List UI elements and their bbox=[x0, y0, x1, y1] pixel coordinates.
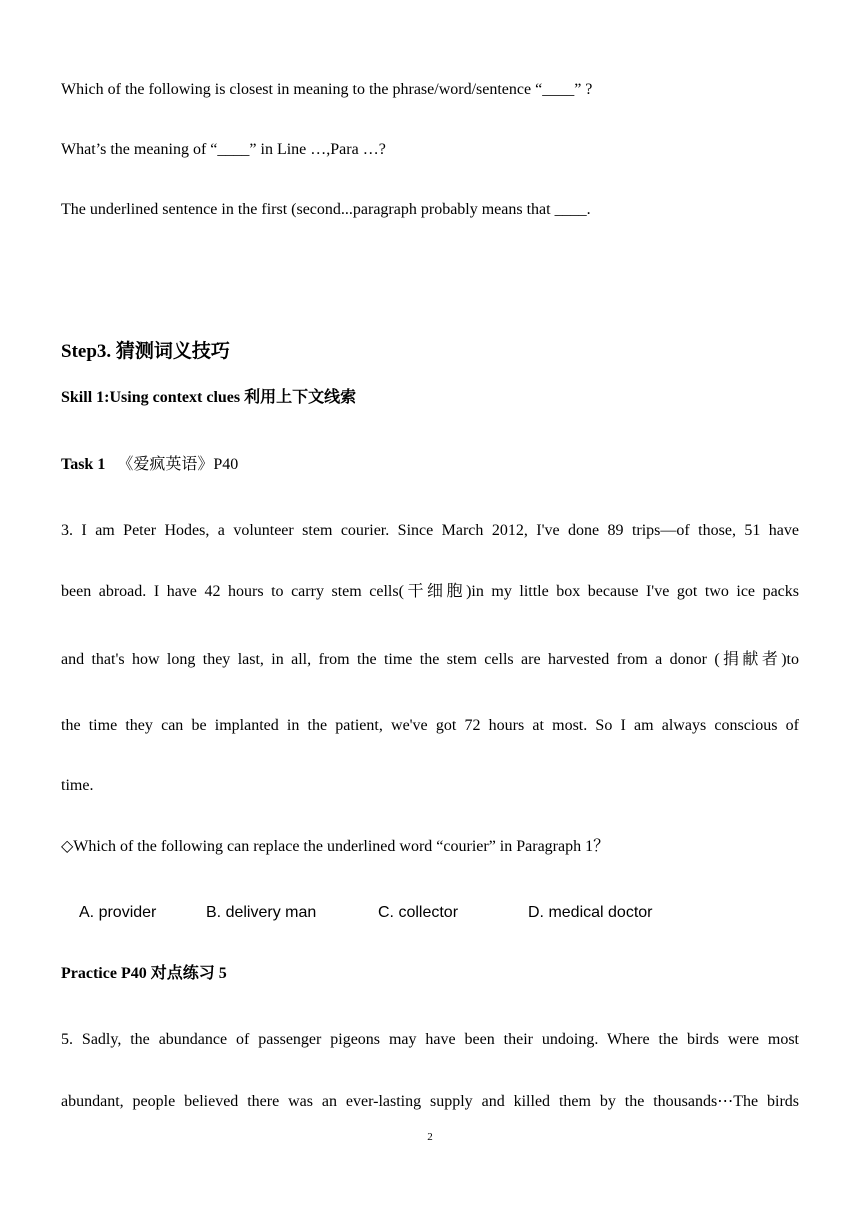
passage3-line-4: the time they can be implanted in the patient, we've got 72 hours at most. So I am always conscious of bbox=[61, 717, 799, 734]
option-c: C. collector bbox=[378, 904, 459, 921]
question-stem-2: What’s the meaning of “____” in Line …,Para …? bbox=[61, 141, 386, 158]
option-b: B. delivery man bbox=[206, 904, 317, 921]
task1-line bbox=[61, 455, 238, 475]
question-stem-1: Which of the following is closest in meaning to the phrase/word/sentence “____” ? bbox=[61, 81, 593, 98]
passage3-line-5: time. bbox=[61, 777, 94, 794]
question-courier: ◇Which of the following can replace the underlined word “courier” in Paragraph 1？ bbox=[61, 838, 610, 855]
task1-reference: 《爱疯英语》P40 bbox=[117, 456, 239, 473]
task1-label: Task 1 bbox=[61, 456, 106, 473]
option-d: D. medical doctor bbox=[528, 904, 653, 921]
passage3-line-3: and that's how long they last, in all, from the time the stem cells are harvested from a donor (捐献者)to bbox=[61, 651, 799, 668]
passage3-line-1: 3. I am Peter Hodes, a volunteer stem courier. Since March 2012, I've done 89 trips—of those, 51 have bbox=[61, 522, 799, 539]
skill1-heading: Skill 1:Using context clues 利用上下文线索 bbox=[61, 389, 357, 406]
question-stem-3: The underlined sentence in the first (second...paragraph probably means that ____. bbox=[61, 201, 591, 218]
page-number: 2 bbox=[427, 1131, 433, 1143]
option-a: A. provider bbox=[79, 904, 157, 921]
practice-heading: Practice P40 对点练习 5 bbox=[61, 965, 227, 982]
passage5-line-2: abundant, people believed there was an ever-lasting supply and killed them by the thousands⋯The birds bbox=[61, 1093, 799, 1110]
passage5-line-1: 5. Sadly, the abundance of passenger pigeons may have been their undoing. Where the birds were most bbox=[61, 1031, 799, 1048]
step3-heading: Step3. 猜测词义技巧 bbox=[61, 341, 230, 362]
passage3-line-2: been abroad. I have 42 hours to carry stem cells(干细胞)in my little box because I've got two ice packs bbox=[61, 583, 799, 600]
